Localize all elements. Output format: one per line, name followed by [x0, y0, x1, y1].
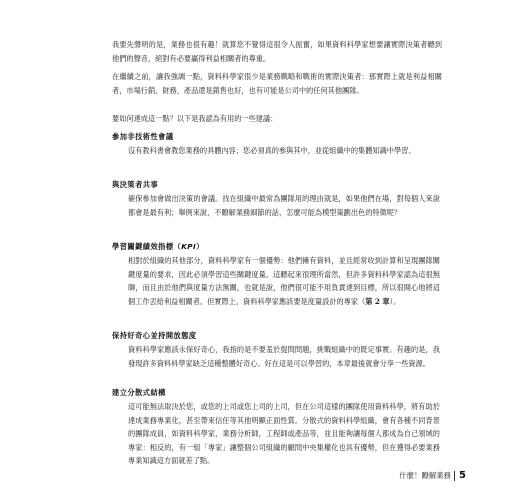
page-footer — [330, 470, 466, 481]
section-body-decentralized-structure: 這可能無法取決於您，或您的上司或您上司的上司，但在公司這樣的團隊使用資料科學，將有助於達成業務專業化，甚至帶來信任等其他明顯正面性質。分散式的資料科學組織，會有各種不同背景的團隊成員，如資料科學家，業務分析師，工程師或產品等，並且能夠讓每個人都成為自己領域的專家：相反的，有一組「專家」讓整個公司組織的顧問中央集權化也具有優勢，但在獲得必要業務專業知識這方面就差了點。 — [128, 402, 440, 466]
intro-paragraph-3: 要如何達成這一點？以下是我認為有用的一些建議： — [112, 114, 278, 123]
section-title-kpi-abbrev: KPI — [181, 242, 197, 251]
intro-paragraph-2: 在繼續之前，讓我強調一點，資料科學家很少是業務戰略和戰術的實際決策者：那實際上就是利益相關者，市場行銷，財務，產品還是銷售也好，也有可能是公司中的任何其他團隊。 — [112, 72, 442, 95]
section-title-work-with-decision-makers: 與決策者共事 — [112, 180, 159, 189]
section-title-kpi-prefix: 學習關鍵績效指標（ — [112, 242, 182, 251]
section-title-decentralized-structure: 建立分散式結構 — [112, 388, 166, 397]
section-title-nontechnical-meetings: 參加非技術性會議 — [112, 132, 174, 141]
footer-divider — [454, 471, 455, 481]
running-head: 什麼！瞭解業務 — [399, 471, 452, 480]
section-body-kpi-text: 相對於組織的其他部分，資料科學家有一個優勢：他們擁有資料，並且經常收到計算和呈現團隊關鍵度量的要求，因此必須學習這些關鍵度量。這聽起來很理所當然，但許多資料科學家認為這很無聊，而且由於他們與度量方法無關，也就是說，他們很可能不用負責達到目標，所以很開心地將這個工作丟給利益相關者。但實際上，資料科學家應該要是度量設計的專家（ — [128, 256, 440, 306]
section-body-nontechnical-meetings: 沒有教科書會教您業務的具體內容；您必須真的參與其中，並從組織中的集體知識中學習。 — [128, 146, 416, 155]
section-body-kpi-end: ）。 — [389, 296, 401, 306]
section-title-kpi-suffix: ） — [196, 242, 204, 251]
section-body-work-with-decision-makers: 確保參加會做出決策的會議。找在組織中最常為團隊用的理由就是，如果他們在場，對每個人來說都會是最有利；舉例來說，不瞭解業務細節的話，怎麼可能為模型策劃出色的特徵呢？ — [128, 194, 440, 217]
section-body-stay-curious: 資料科學家應該永保好奇心，我指的是不要羞於提問問題，挑戰組織中的既定事實。有趣的是，我發現許多資料科學家缺乏這種整體好奇心。好在這是可以學習的，本章最後就會分享一些資源。 — [128, 345, 440, 368]
section-body-learn-kpi — [128, 254, 440, 308]
intro-paragraph-1: 我要先聲明的是，業務也很有趣！就算您不覺得這很令人振奮，如果資料科學家想要讓實際決策者聽到他們的聲音，絕對有必要贏得利益相關者的尊重。 — [112, 40, 442, 63]
section-title-stay-curious: 保持好奇心並持開放態度 — [112, 331, 197, 340]
section-title-learn-kpi — [112, 242, 204, 252]
page-number: 5 — [459, 470, 466, 481]
chapter-reference: 第 2 章 — [365, 296, 390, 306]
